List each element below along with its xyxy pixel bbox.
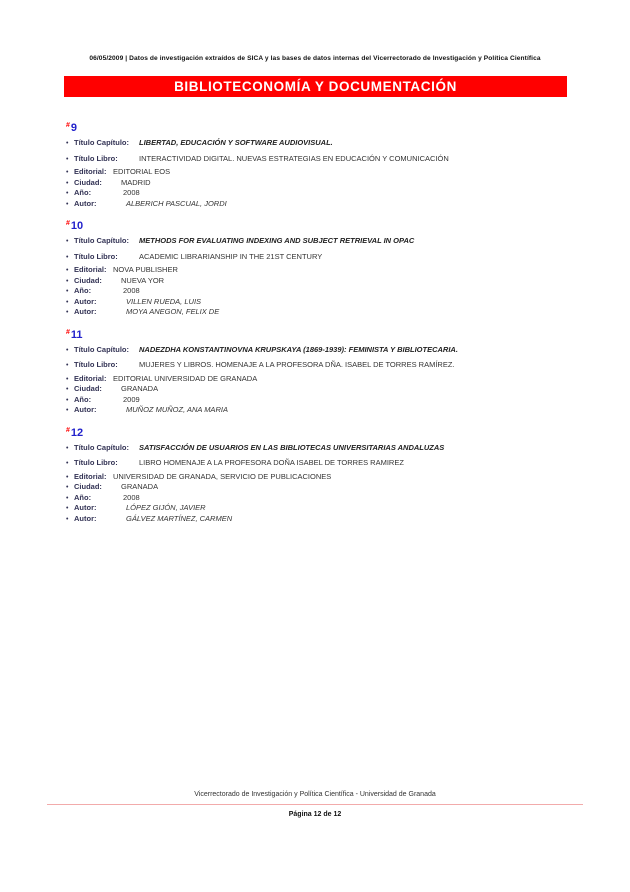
hash-icon: #	[66, 426, 70, 434]
field-value: ACADEMIC LIBRARIANSHIP IN THE 21ST CENTURY	[139, 251, 323, 261]
bullet-icon: •	[66, 288, 69, 295]
entry-heading	[66, 426, 578, 439]
field-row-editorial	[66, 167, 578, 178]
field-value: NUEVA YOR	[121, 275, 165, 285]
field-row-autor	[66, 514, 578, 525]
field-value: SATISFACCIÓN DE USUARIOS EN LAS BIBLIOTECAS UNIVERSITARIAS ANDALUZAS	[139, 442, 445, 452]
bullet-icon: •	[66, 200, 69, 208]
entry-heading	[66, 219, 578, 232]
field-value: METHODS FOR EVALUATING INDEXING AND SUBJECT RETRIEVAL IN OPAC	[139, 236, 415, 245]
field-label: Ciudad:	[74, 275, 102, 285]
field-row-capitulo	[66, 236, 578, 247]
bullet-icon: •	[66, 253, 69, 261]
field-value: UNIVERSIDAD DE GRANADA, SERVICIO DE PUBLICACIONES	[113, 471, 332, 481]
entry-heading	[66, 328, 578, 341]
field-value: EDITORIAL UNIVERSIDAD DE GRANADA	[113, 373, 258, 383]
bullet-icon: •	[66, 309, 69, 316]
field-label: Título Capítulo:	[74, 236, 129, 245]
bullet-icon: •	[66, 444, 69, 452]
field-row-autor	[66, 503, 578, 514]
field-label: Autor:	[74, 513, 97, 523]
field-value: 2008	[123, 286, 140, 295]
field-row-editorial	[66, 265, 578, 276]
bullet-icon: •	[66, 484, 69, 491]
field-label: Ciudad:	[74, 177, 102, 187]
field-value: VILLEN RUEDA, LUIS	[126, 296, 202, 306]
field-label: Título Libro:	[74, 153, 118, 163]
bullet-icon: •	[66, 505, 69, 512]
field-row-editorial	[66, 472, 578, 483]
field-label: Título Libro:	[74, 251, 118, 261]
field-label: Ciudad:	[74, 482, 102, 491]
field-value: MOYA ANEGON, FELIX DE	[126, 307, 220, 316]
field-value: MADRID	[121, 177, 151, 187]
field-value: NOVA PUBLISHER	[113, 265, 178, 274]
field-value: 2009	[123, 394, 140, 404]
field-label: Ciudad:	[74, 384, 102, 393]
field-row-autor	[66, 307, 578, 318]
field-row-ciudad	[66, 276, 578, 287]
field-label: Título Libro:	[74, 458, 118, 467]
bullet-icon: •	[66, 277, 69, 285]
bullet-icon: •	[66, 494, 69, 502]
entry-number: 11	[70, 328, 83, 341]
field-row-capitulo	[66, 443, 578, 454]
footer-page-number: Página 12 de 12	[288, 811, 342, 818]
field-value: LIBERTAD, EDUCACIÓN Y SOFTWARE AUDIOVISUAL.	[139, 138, 333, 147]
field-label: Año:	[74, 286, 92, 295]
field-row-ciudad	[66, 482, 578, 493]
field-value: 2008	[123, 492, 140, 502]
entries-list	[66, 111, 578, 532]
hash-icon: #	[66, 220, 70, 227]
field-row-ciudad	[66, 384, 578, 395]
hash-icon: #	[66, 328, 70, 336]
field-value: GÁLVEZ MARTÍNEZ, CARMEN	[126, 513, 233, 523]
field-label: Año:	[74, 492, 92, 502]
field-value: ALBERICH PASCUAL, JORDI	[126, 198, 227, 208]
hash-icon: #	[66, 122, 70, 129]
bullet-icon: •	[66, 267, 69, 274]
report-header-note: 06/05/2009 | Datos de investigación extraídos de SICA y las bases de datos internas del Vicerrectorado de Investigación y Política Científica	[89, 55, 541, 62]
bullet-icon: •	[66, 298, 69, 306]
field-label: Autor:	[74, 405, 97, 414]
entry-heading	[66, 121, 578, 134]
bullet-icon: •	[66, 396, 69, 404]
field-row-libro	[66, 360, 578, 371]
bibliography-entry	[66, 328, 578, 416]
field-label: Título Libro:	[74, 360, 118, 369]
bullet-icon: •	[66, 238, 69, 245]
section-title-banner: BIBLIOTECONOMÍA Y DOCUMENTACIÓN	[64, 76, 567, 97]
field-row-capitulo	[66, 138, 578, 149]
bullet-icon: •	[66, 190, 69, 197]
field-value: MUJERES Y LIBROS. HOMENAJE A LA PROFESORA DÑA. ISABEL DE TORRES RAMÍREZ.	[139, 360, 455, 369]
field-row-autor	[66, 297, 578, 308]
field-label: Editorial:	[74, 265, 107, 274]
entry-number: 9	[70, 122, 78, 134]
field-label: Año:	[74, 394, 92, 404]
entry-number: 12	[70, 426, 84, 439]
field-row-anio	[66, 188, 578, 199]
field-label: Título Capítulo:	[74, 344, 129, 354]
field-row-editorial	[66, 374, 578, 385]
footer-divider	[47, 804, 583, 805]
field-row-autor	[66, 199, 578, 210]
field-row-autor	[66, 405, 578, 416]
field-label: Autor:	[74, 296, 97, 306]
field-label: Autor:	[74, 503, 97, 512]
bullet-icon: •	[66, 473, 69, 481]
field-label: Editorial:	[74, 471, 107, 481]
field-value: NADEZDHA KONSTANTINOVNA KRUPSKAYA (1869-1939): FEMINISTA Y BIBLIOTECARIA.	[139, 344, 458, 354]
field-label: Título Capítulo:	[74, 442, 129, 452]
field-label: Autor:	[74, 198, 97, 208]
bibliography-entry	[66, 426, 578, 525]
bullet-icon: •	[66, 375, 69, 383]
field-value: 2008	[123, 188, 140, 197]
bullet-icon: •	[66, 386, 69, 393]
field-value: LIBRO HOMENAJE A LA PROFESORA DOÑA ISABEL DE TORRES RAMIREZ	[139, 458, 404, 467]
field-row-anio	[66, 493, 578, 504]
field-value: GRANADA	[121, 482, 159, 491]
footer-organization: Vicerrectorado de Investigación y Política Científica - Universidad de Granada	[194, 791, 436, 798]
field-row-libro	[66, 458, 578, 469]
field-row-capitulo	[66, 345, 578, 356]
field-label: Año:	[74, 188, 92, 197]
field-row-libro	[66, 252, 578, 263]
bibliography-entry	[66, 121, 578, 209]
field-label: Autor:	[74, 307, 97, 316]
field-row-anio	[66, 395, 578, 406]
bullet-icon: •	[66, 346, 69, 354]
field-value: EDITORIAL EOS	[113, 167, 171, 176]
bullet-icon: •	[66, 515, 69, 523]
bullet-icon: •	[66, 140, 69, 147]
field-row-anio	[66, 286, 578, 297]
bullet-icon: •	[66, 362, 69, 369]
bullet-icon: •	[66, 460, 69, 467]
field-row-libro	[66, 154, 578, 165]
bullet-icon: •	[66, 155, 69, 163]
bullet-icon: •	[66, 169, 69, 176]
bullet-icon: •	[66, 179, 69, 187]
bibliography-entry	[66, 219, 578, 318]
field-value: MUÑOZ MUÑOZ, ANA MARIA	[126, 405, 228, 414]
field-label: Editorial:	[74, 373, 107, 383]
field-value: GRANADA	[121, 384, 159, 393]
bullet-icon: •	[66, 407, 69, 414]
field-row-ciudad	[66, 178, 578, 189]
entry-number: 10	[70, 220, 84, 232]
field-label: Editorial:	[74, 167, 107, 176]
field-label: Título Capítulo:	[74, 138, 129, 147]
field-value: LÓPEZ GIJÓN, JAVIER	[126, 503, 206, 512]
field-value: INTERACTIVIDAD DIGITAL. NUEVAS ESTRATEGIAS EN EDUCACIÓN Y COMUNICACIÓN	[139, 153, 449, 163]
